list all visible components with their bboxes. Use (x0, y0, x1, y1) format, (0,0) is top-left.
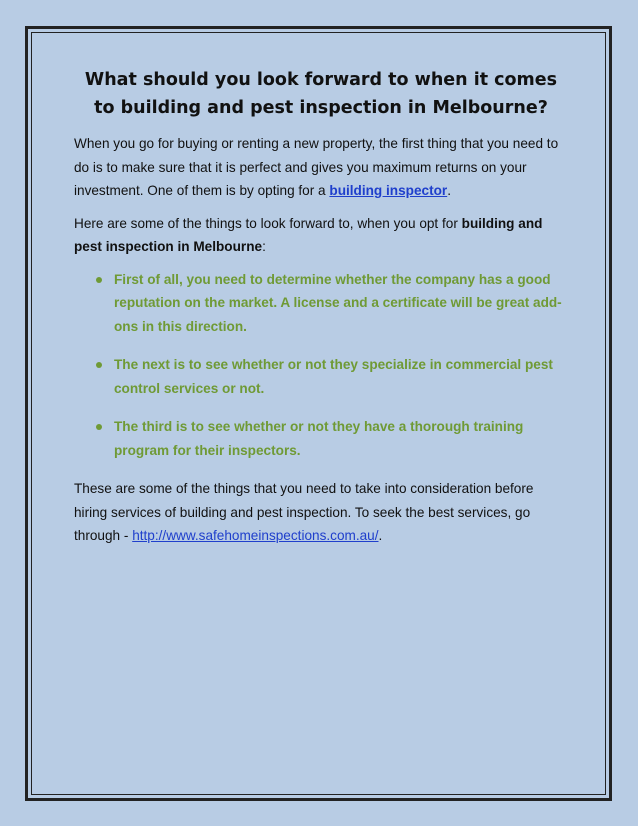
bullet-dot-icon (96, 362, 102, 368)
list-item-text: The third is to see whether or not they have a thorough training program for their inspectors. (114, 419, 524, 458)
building-inspector-link[interactable]: building inspector (329, 183, 448, 198)
document-content (74, 66, 568, 557)
closing-paragraph (74, 477, 568, 548)
bullet-list (74, 268, 568, 463)
lead-in-end: : (262, 239, 266, 254)
bullet-dot-icon (96, 277, 102, 283)
lead-in-paragraph (74, 212, 568, 259)
document-title: What should you look forward to when it comes to building and pest inspection in Melbourne? (84, 70, 558, 118)
closing-paragraph-text: These are some of the things that you need to take into consideration before hiring services of building and pest inspection. To seek the best services, go through - (74, 481, 534, 543)
list-item-text: The next is to see whether or not they specialize in commercial pest control services or not. (114, 357, 553, 396)
lead-in-text: Here are some of the things to look forward to, when you opt for (74, 215, 462, 231)
intro-paragraph-text: When you go for buying or renting a new property, the first thing that you need to do is to make sure that it is perfect and gives you maximum returns on your investment. One of them is by opting for a (74, 136, 559, 198)
closing-paragraph-end: . (378, 528, 383, 543)
bullet-dot-icon (96, 424, 102, 430)
list-item (96, 415, 568, 462)
website-link[interactable]: http://www.safehomeinspections.com.au/ (132, 528, 379, 543)
intro-paragraph (74, 132, 568, 203)
lead-in-bold-phrase: building and pest inspection in Melbourne (74, 215, 543, 254)
intro-paragraph-end: . (447, 183, 451, 198)
list-item (96, 353, 568, 400)
list-item-text: First of all, you need to determine whether the company has a good reputation on the market. A license and a certificate will be great add-ons in this direction. (114, 271, 562, 334)
list-item (96, 268, 568, 339)
